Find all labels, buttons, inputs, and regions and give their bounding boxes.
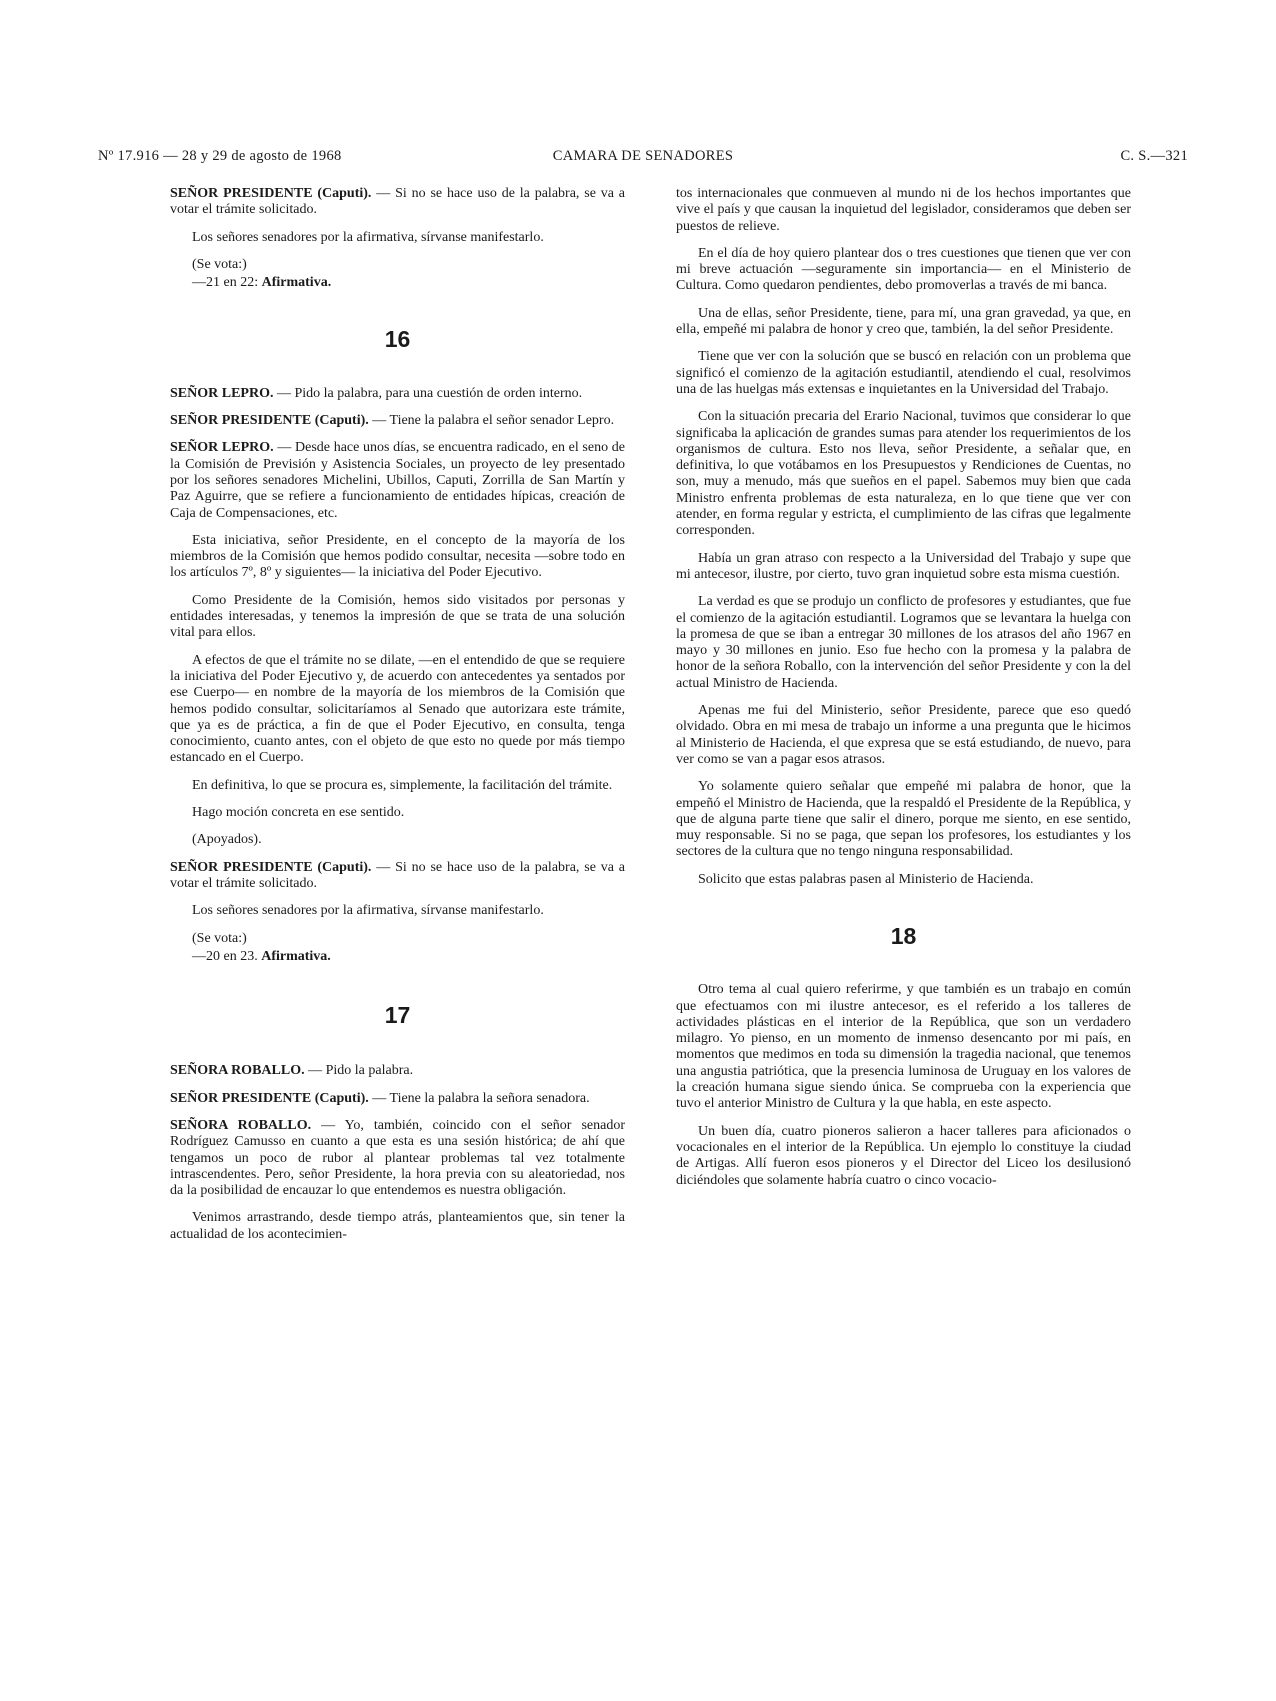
speech-text: — Si no se hace uso de la palabra, se va a votar el trámite solicitado. (170, 186, 626, 218)
speech-text: — Pido la palabra, para una cuestión de orden interno. (276, 385, 583, 401)
paragraph: Otro tema al cual quiero referirme, y que también es un trabajo en común que efectuamos con mi ilustre antecesor, es el referido a los talleres de actividades plásticas en el interior de la República, que son un verdadero milagro. Yo pienso, en un momento de inmenso desencanto por mi país, en momentos que medimos en toda su dimensión la tragedia nacional, que tenemos una angustia patriótica, que la presencia luminosa de Uruguay en los valores de la creación humana sigue siendo única. Se comprueba con la experiencia que tuvo el anterior Ministro de Cultura y la que habla, en este aspecto. (676, 982, 1131, 1112)
paragraph: Como Presidente de la Comisión, hemos sido visitados por personas y entidades interesadas, y tenemos la impresión de que se trata de una solución vital para ellos. (170, 592, 625, 641)
section-number: 18 (890, 922, 917, 949)
vote-label: (Se vota:) (192, 930, 247, 946)
paragraph: (Apoyados). (192, 832, 262, 848)
paragraph (170, 413, 625, 429)
paragraph (170, 386, 625, 402)
speaker: SEÑORA ROBALLO. (170, 1063, 305, 1079)
issue-date: Nº 17.916 — 28 y 29 de agosto de 1968 (98, 148, 342, 164)
paragraph: Solicito que estas palabras pasen al Ministerio de Hacienda. (698, 871, 1034, 887)
paragraph: La verdad es que se produjo un conflicto de profesores y estudiantes, que fue el comienzo de la agitación estudiantil. Logramos que se levantara la huelga con la promesa de que se iban a entregar 30 millones de los atrasos del año 1967 en mayo y 30 millones en junio. Eso fue hecho con la promesa y la palabra de honor de la señora Roballo, con la intervención del señor Presidente y con la del actual Ministro de Hacienda. (676, 594, 1131, 691)
paragraph: Esta iniciativa, señor Presidente, en el concepto de la mayoría de los miembros de la Comisión que hemos podido consultar, necesita —sobre todo en los artículos 7º, 8º y siguientes— la iniciativa del Poder Ejecutivo. (170, 532, 625, 581)
paragraph (170, 186, 625, 219)
speaker: SEÑOR PRESIDENTE (Caputi). (170, 413, 369, 429)
paragraph: Hago moción concreta en ese sentido. (192, 805, 405, 821)
paragraph: Una de ellas, señor Presidente, tiene, para mí, una gran gravedad, ya que, en ella, empeñé mi palabra de honor y creo que, también, la del señor Presidente. (676, 305, 1131, 338)
paragraph: Apenas me fui del Ministerio, señor Presidente, parece que eso quedó olvidado. Obra en mi mesa de trabajo un informe a una pregunta que le hicimos al Ministerio de Hacienda, el que expresa que se está estudiando, de nuevo, para ver como se van a pagar esos atrasos. (676, 703, 1131, 767)
section-number: 17 (384, 1002, 411, 1029)
speaker: SEÑOR PRESIDENTE (Caputi). (170, 1090, 369, 1106)
paragraph: Los señores senadores por la afirmativa, sírvanse manifestarlo. (192, 903, 544, 919)
paragraph (170, 1091, 625, 1107)
paragraph (170, 1063, 625, 1079)
paragraph: tos internacionales que conmueven al mundo ni de los hechos importantes que vive el país y que causan la inquietud del legislador, consideramos que deben ser puestos de relieve. (676, 186, 1131, 234)
speaker: SEÑOR LEPRO. (170, 440, 274, 456)
paragraph: Había un gran atraso con respecto a la Universidad del Trabajo y supe que mi antecesor, ilustre, por cierto, tuvo gran inquietud sobre esta misma cuestión. (676, 550, 1131, 582)
speech-text: — Tiene la palabra la señora senadora. (372, 1090, 590, 1106)
speech-text: — Desde hace unos días, se encuentra radicado, en el seno de la Comisión de Previsión y Asistencia Sociales, un proyecto de ley presentado por los señores senadores Michelini, Ubillos, Caputi, Zorrilla de San Martín y Paz Aguirre, que se refiere a funcionamiento de entidades hípicas, creación de Caja de Compensaciones, etc. (170, 440, 625, 521)
vote-result: —20 en 23. Afirmativa. (192, 948, 331, 964)
paragraph: A efectos de que el trámite no se dilate, —en el entendido de que se requiere la iniciativa del Poder Ejecutivo y, de acuerdo con antecedentes ya sentados por ese Cuerpo— en nombre de la mayoría de los miembros de la Comisión que hemos podido consultar, solicitaríamos al Senado que autorizara este trámite, que ya es de práctica, a fin de que el Poder Ejecutivo, en consulta, tenga conocimiento, cuanto antes, con el objeto de que esto no quede por más tiempo estancado en el Cuerpo. (170, 652, 625, 766)
page-header (98, 148, 1188, 168)
vote-result: —21 en 22: Afirmativa. (192, 275, 332, 291)
paragraph: Venimos arrastrando, desde tiempo atrás, planteamientos que, sin tener la actualidad de los acontecimien- (170, 1210, 625, 1242)
speech-text: — Tiene la palabra el señor senador Lepro. (372, 413, 615, 429)
section-number: 16 (384, 326, 411, 353)
paragraph (170, 440, 625, 521)
speech-text: — Yo, también, coincido con el señor senador Rodríguez Camusso en cuanto a que esta es una sesión histórica; de ahí que tengamos un poco de rubor al plantear problemas tal vez totalmente intrascendentes. Pero, señor Presidente, la hora previa con su aleatoriedad, nos da la posibilidad de encauzar lo que entendemos es nuestra obligación. (170, 1117, 625, 1199)
paragraph: Un buen día, cuatro pioneros salieron a hacer talleres para aficionados o vocacionales en el interior de la República. Un ejemplo lo constituye la ciudad de Artigas. Allí fueron esos pioneros y el Director del Liceo los desilusionó diciéndoles que solamente habría cuatro o cinco vocacio- (676, 1123, 1131, 1188)
page-number: C. S.—321 (1120, 148, 1188, 164)
paragraph: Yo solamente quiero señalar que empeñé mi palabra de honor, que la empeñó el Ministro de Hacienda, que la respaldó el Presidente de la República, y que de alguna parte tiene que salir el dinero, porque me siento, en ese sentido, muy responsable. Si no se paga, que sepan los profesores, los estudiantes y los sectores de la cultura que no tengo ninguna responsabilidad. (676, 779, 1131, 860)
chamber-name: CAMARA DE SENADORES (552, 148, 734, 164)
paragraph: En definitiva, lo que se procura es, simplemente, la facilitación del trámite. (192, 777, 613, 793)
paragraph: Tiene que ver con la solución que se buscó en relación con un problema que significó el comienzo de la agitación estudiantil, atendiendo el cual, resolvimos una de las huelgas más extensas e inquietantes en la Universidad del Trabajo. (676, 349, 1131, 397)
paragraph (170, 860, 625, 893)
right-column (676, 186, 1131, 1200)
paragraph: Con la situación precaria del Erario Nacional, tuvimos que considerar lo que significaba la aplicación de grandes sumas para atender los requerimientos de los organismos de cultura. Esto nos lleva, señor Presidente, a señalar que, en definitiva, lo que votábamos en los Presupuestos y Rendiciones de Cuentas, no son, muy a menudo, más que sueños en el papel. Sabemos muy bien que cada Ministro enfrenta problemas de esta naturaleza, en lo que tiene que ver con atender, en forma regular y estricta, el cumplimiento de las cifras que legalmente corresponden. (676, 409, 1131, 539)
left-column (170, 186, 625, 1254)
speaker: SEÑOR PRESIDENTE (Caputi). (170, 859, 372, 875)
paragraph: Los señores senadores por la afirmativa, sírvanse manifestarlo. (192, 229, 544, 245)
speaker: SEÑOR PRESIDENTE (Caputi). (170, 186, 372, 201)
speech-text: — Si no se hace uso de la palabra, se va a votar el trámite solicitado. (170, 859, 626, 891)
paragraph (170, 1118, 625, 1199)
speaker: SEÑOR LEPRO. (170, 385, 274, 401)
speaker: SEÑORA ROBALLO. (170, 1117, 312, 1133)
paragraph: En el día de hoy quiero plantear dos o tres cuestiones que tienen que ver con mi breve actuación —seguramente sin importancia— en el Ministerio de Cultura. Como quedaron pendientes, debo promoverlas a través de mi banca. (676, 245, 1131, 294)
speech-text: — Pido la palabra. (308, 1063, 414, 1079)
vote-block (170, 257, 625, 292)
vote-block (170, 931, 625, 966)
vote-label: (Se vota:) (192, 256, 247, 272)
